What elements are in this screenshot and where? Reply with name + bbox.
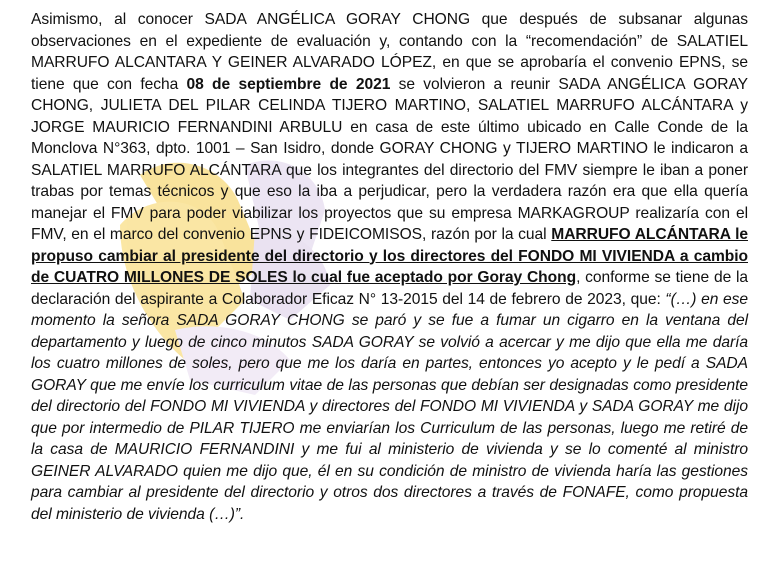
- meeting-date: 08 de septiembre de 2021: [186, 75, 391, 93]
- paragraph-text: , conforme se tiene de la declaración del aspirante a Colaborador Eficaz N° 13-2015 del 14 de febrero de 2023, que:: [31, 269, 748, 308]
- document-paragraph: [31, 9, 748, 525]
- paragraph-text: se volvieron a reunir SADA ANGÉLICA GORAY CHONG, JULIETA DEL PILAR CELINDA TIJERO MARTINO, SALATIEL MARRUFO ALCÁNTARA y JORGE MAURICIO FERNANDINI ARBULU en casa de este último ubicado en Calle Conde de la Monclova N°363, dpto. 1001 – San Isidro, donde GORAY CHONG y TIJERO MARTINO le indicaron a SALATIEL MARRUFO ALCÁNTARA que los integrantes del directorio del FMV siempre le iban a poner trabas por temas técnicos y que eso la iba a perjudicar, pero la verdadera razón era que ella quería manejar el FMV para poder viabilizar los proyectos que su empresa MARKAGROUP realizaría con el FMV, en el marco del convenio EPNS y FIDEICOMISOS, razón por la cual: [31, 75, 748, 243]
- key-statement: MARRUFO ALCÁNTARA le propuso cambiar al presidente del directorio y los directores del FONDO MI VIVIENDA a cambio de CUATRO MILLONES DE SOLES lo cual fue aceptado por Goray Chong: [31, 226, 748, 286]
- document-body: [31, 9, 748, 525]
- paragraph-text: Asimismo, al conocer SADA ANGÉLICA GORAY CHONG que después de subsanar algunas observaciones en el expediente de evaluación y, contando con la “recomendación” de SALATIEL MARRUFO ALCANTARA Y GEINER ALVARADO LÓPEZ, en que se aprobaría el convenio EPNS, se tiene que con fecha: [31, 11, 748, 93]
- testimony-quote: “(…) en ese momento la señora SADA GORAY CHONG se paró y se fue a fumar un cigarro en la ventana del departamento y luego de cinco minutos SADA GORAY se volvió a acercar y me dijo que ella me daría los cuatro millones de soles, pero que me los daría en partes, entonces yo acepto y le pedí a SADA GORAY que me envíe los curriculum vitae de las personas que debían ser designadas como presidente del directorio del FONDO MI VIVIENDA y directores del FONDO MI VIVIENDA y SADA GORAY me dijo que por intermedio de PILAR TIJERO me enviarían los Curriculum de las personas, luego me retiré de la casa de MAURICIO FERNANDINI y me fui al ministerio de vivienda y se lo comenté al ministro GEINER ALVARADO quien me dijo que, él en su condición de ministro de vivienda haría las gestiones para cambiar al presidente del directorio y otros dos directores a través de FONAFE, como propuesta del ministerio de vivienda (…)”.: [31, 290, 748, 523]
